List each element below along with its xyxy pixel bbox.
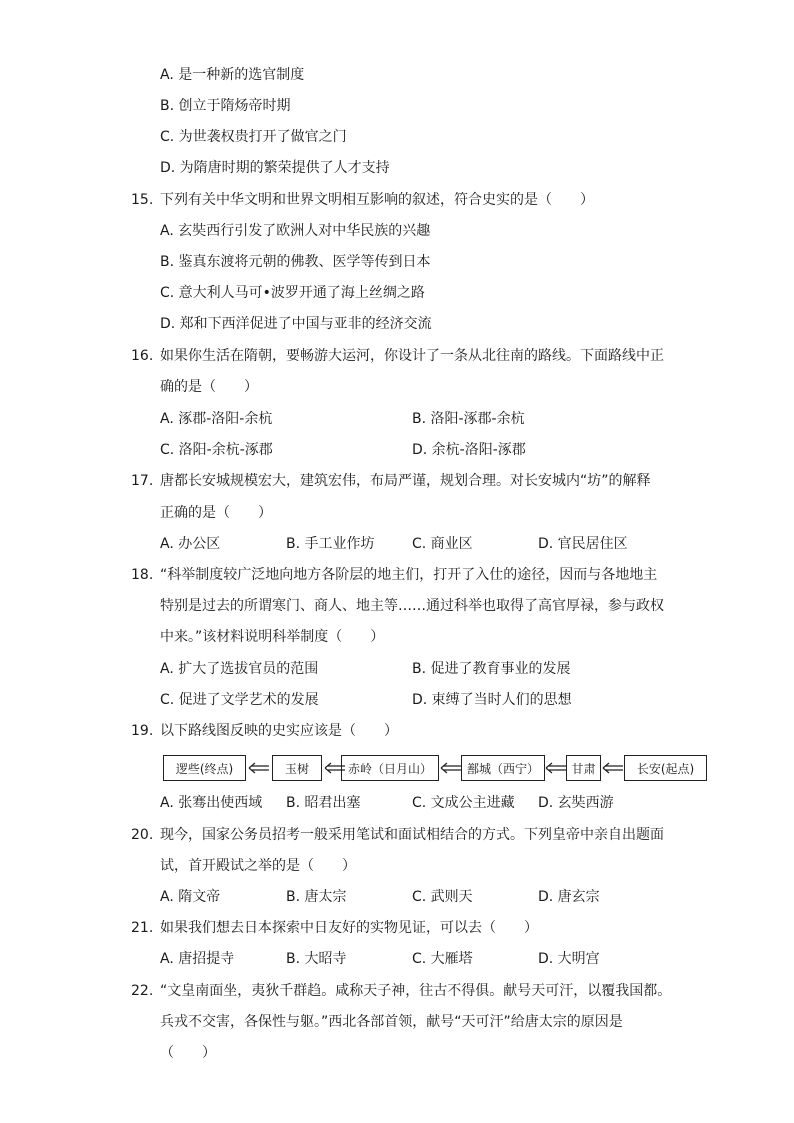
q19-option-a: A. 张骞出使西域 [160,795,263,811]
q19-option-b: B. 昭君出塞 [286,795,361,811]
q20-option-d: D. 唐玄宗 [538,889,600,905]
question-text: 如果你生活在隋朝，要畅游大运河，你设计了一条从北往南的路线。下面路线中正 [160,348,664,364]
q21-option-d: D. 大明宫 [538,951,600,967]
question-number: 20. [131,827,154,843]
q19-option-d: D. 玄奘西游 [538,795,614,811]
q21-option-a: A. 唐招提寺 [160,951,235,967]
left-arrow-icon [602,762,624,774]
question-text: 唐都长安城规模宏大，建筑宏伟，布局严谨，规划合理。对长安城内“坊”的解释 [160,473,651,489]
q20-option-c: C. 武则天 [412,889,473,905]
question-number: 21. [131,920,154,936]
question-number: 18. [131,567,154,583]
q16-option-d: D. 余杭-洛阳-涿郡 [412,442,526,458]
q19-option-c: C. 文成公主进藏 [412,795,515,811]
answer-blank: （ ） [160,1045,216,1061]
route-stop-yushu: 玉树 [272,755,322,781]
route-stop-changan: 长安(起点) [624,755,707,781]
q15-option-c: C. 意大利人马可•波罗开通了海上丝绸之路 [160,285,425,301]
q17-option-d: D. 官民居住区 [538,536,628,552]
question-text: 如果我们想去日本探索中日友好的实物见证，可以去（ ） [160,920,538,936]
question-text: 正确的是（ ） [160,505,272,521]
q18-option-d: D. 束缚了当时人们的思想 [412,692,572,708]
route-stop-shancheng: 鄯城（西宁） [461,755,545,781]
q18-option-a: A. 扩大了选拔官员的范围 [160,661,319,677]
question-text: 现今，国家公务员招考一般采用笔试和面试相结合的方式。下列皇帝中亲自出题面 [160,827,664,843]
q17-option-a: A. 办公区 [160,536,221,552]
left-arrow-icon [440,762,462,774]
route-stop-chiling: 赤岭（日月山） [341,755,439,781]
q20-option-a: A. 隋文帝 [160,889,221,905]
question-text: 特别是过去的所谓寒门、商人、地主等……通过科举也取得了高官厚禄，参与政权 [160,598,664,614]
q15-option-b: B. 鉴真东渡将元朝的佛教、医学等传到日本 [160,254,431,270]
q14-option-c: C. 为世袭权贵打开了做官之门 [160,129,347,145]
question-number: 19. [131,723,154,739]
question-number: 17. [131,473,154,489]
question-number: 15. [131,192,154,208]
q14-option-a: A. 是一种新的选官制度 [160,67,305,83]
question-text: 下列有关中华文明和世界文明相互影响的叙述，符合史实的是（ ） [160,192,594,208]
question-text: 中来。”该材料说明科举制度（ ） [160,629,385,645]
q20-option-b: B. 唐太宗 [286,889,347,905]
q16-option-c: C. 洛阳-余杭-涿郡 [160,442,273,458]
q16-option-b: B. 洛阳-涿郡-余杭 [412,411,525,427]
question-text: 兵戎不交害，各保性与躯。”西北各部首领，献号“天可汗”给唐太宗的原因是 [160,1014,623,1030]
question-number: 22. [131,983,154,999]
q15-option-d: D. 郑和下西洋促进了中国与亚非的经济交流 [160,316,432,332]
q21-option-c: C. 大雁塔 [412,951,473,967]
q18-option-c: C. 促进了文学艺术的发展 [160,692,319,708]
q18-option-b: B. 促进了教育事业的发展 [412,661,571,677]
q14-option-d: D. 为隋唐时期的繁荣提供了人才支持 [160,160,390,176]
q17-option-b: B. 手工业作坊 [286,536,375,552]
q17-option-c: C. 商业区 [412,536,473,552]
route-stop-lhasa: 逻些(终点) [163,755,246,781]
question-text: 试，首开殿试之举的是（ ） [160,858,356,874]
question-text: 确的是（ ） [160,379,258,395]
left-arrow-icon [545,762,567,774]
q15-option-a: A. 玄奘西行引发了欧洲人对中华民族的兴趣 [160,223,431,239]
question-number: 16. [131,348,154,364]
q21-option-b: B. 大昭寺 [286,951,347,967]
left-arrow-icon [248,762,270,774]
question-text: “文皇南面坐，夷狄千群趋。咸称天子神，往古不得俱。献号天可汗，以覆我国都。 [160,983,672,999]
q14-option-b: B. 创立于隋炀帝时期 [160,98,291,114]
route-stop-gansu: 甘肃 [566,755,601,781]
question-text: “科举制度较广泛地向地方各阶层的地主们，打开了入仕的途径，因而与各地地主 [160,567,658,583]
q16-option-a: A. 涿郡-洛阳-余杭 [160,411,273,427]
question-text: 以下路线图反映的史实应该是（ ） [160,723,398,739]
